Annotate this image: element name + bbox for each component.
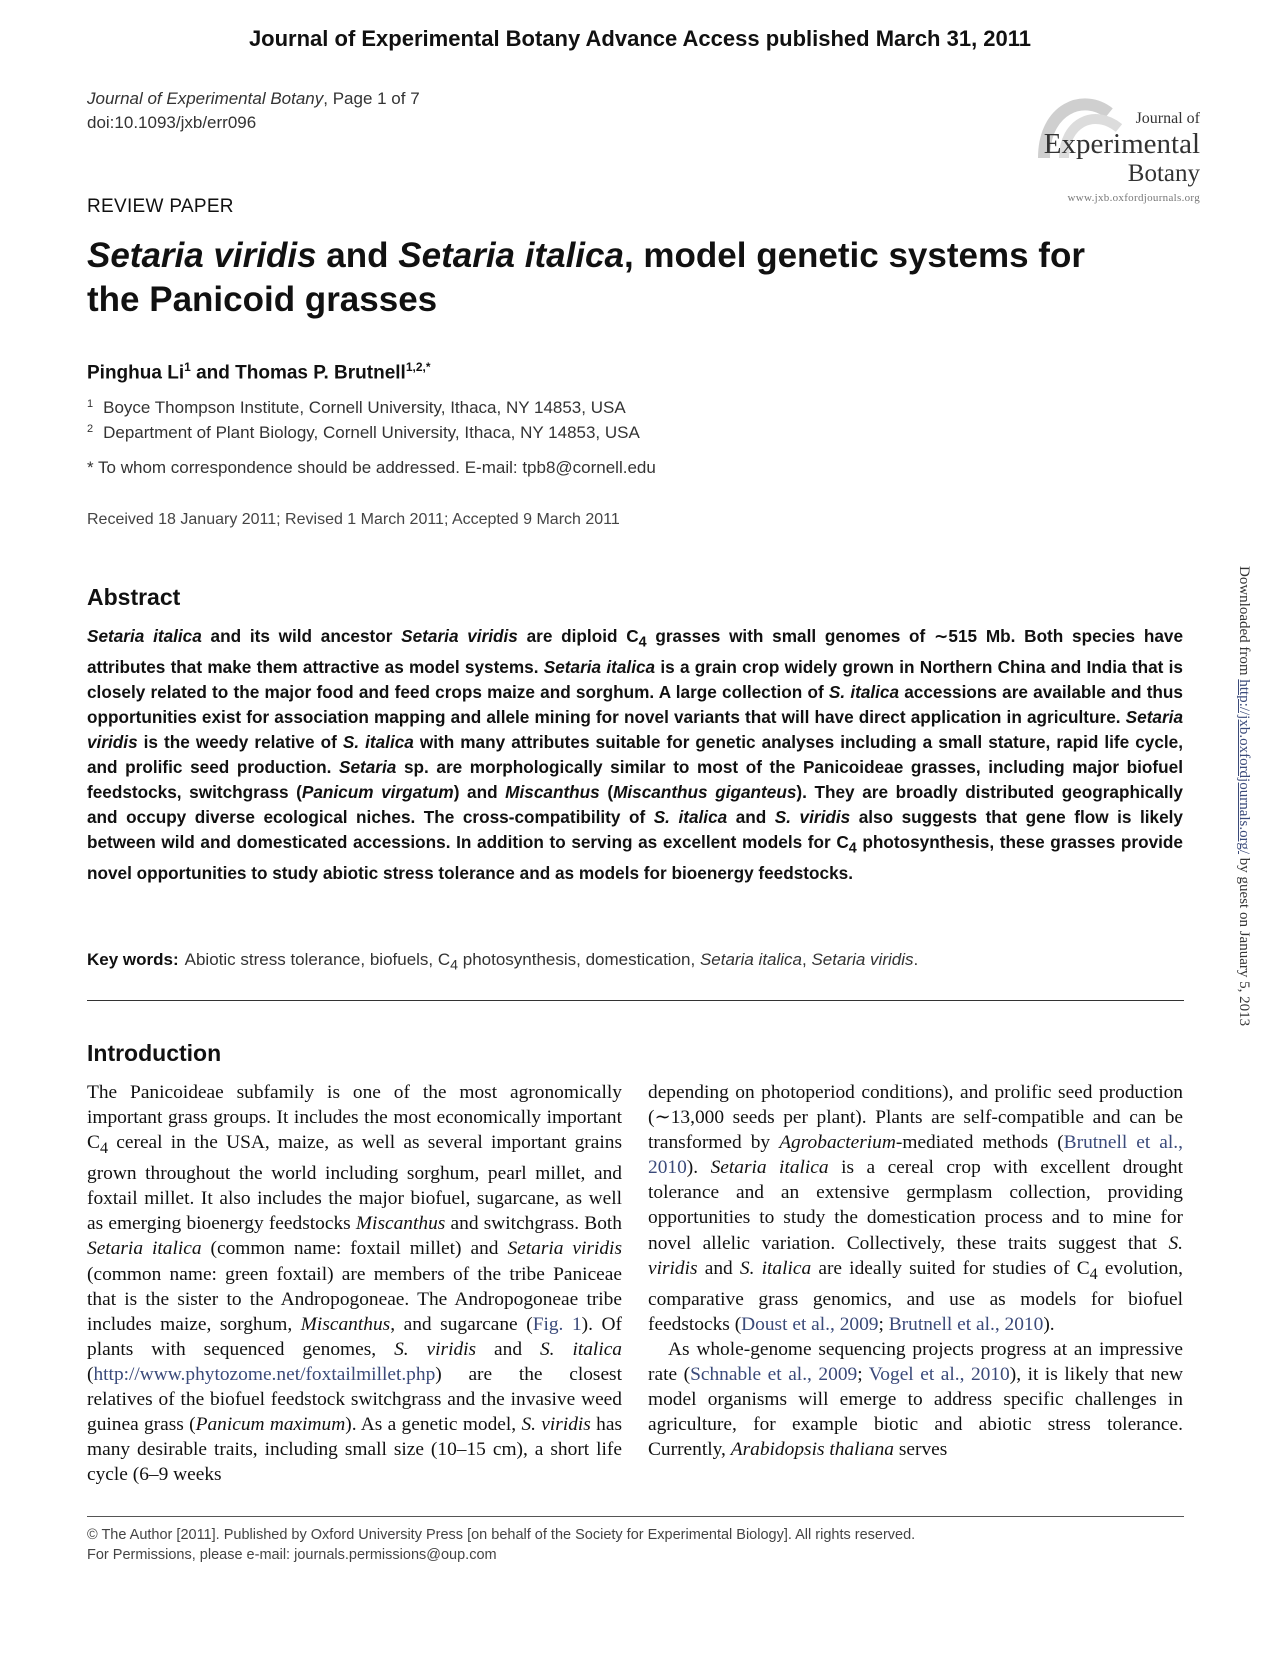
sidebar-link[interactable]: http://jxb.oxfordjournals.org/ [1236, 679, 1252, 855]
keywords-label: Key words: [87, 950, 179, 969]
introduction-heading: Introduction [87, 1040, 222, 1066]
body-text: ). [1043, 1313, 1055, 1335]
body-text: ; [857, 1363, 869, 1385]
affiliation-2 [87, 423, 640, 443]
intro-paragraph-2 [648, 1337, 1183, 1462]
logo-url: www.jxb.oxfordjournals.org [1067, 192, 1200, 204]
body-text: has many desirable traits, including small size (10–15 cm), a short life cycle (6–9 weeks [87, 1414, 622, 1486]
body-text: evolution, comparative grass genomics, and use as models for biofuel feedstocks ( [648, 1257, 1183, 1335]
abstract-text: accessions are available and thus opportunities exist for association mapping and allele mining for novel variants that will have direct application in agriculture. [87, 682, 1183, 728]
abstract-subscript: 4 [848, 840, 857, 857]
abstract-text: S. italica [653, 806, 728, 827]
abstract-text: and its wild ancestor [201, 626, 402, 646]
body-text: Setaria viridis [507, 1238, 622, 1260]
keywords [87, 950, 1187, 973]
body-text: S. viridis [394, 1338, 477, 1360]
body-text: -mediated methods ( [895, 1132, 1064, 1154]
body-text: S. viridis [648, 1232, 1183, 1279]
abstract-text: ). They are broadly distributed geographically and occupy diverse ecological niches. The cross-compatibility of [87, 781, 1183, 827]
body-text: S. italica [739, 1257, 812, 1279]
keywords-text: . [913, 950, 919, 969]
abstract-text: is the weedy relative of [137, 732, 343, 753]
abstract-text: Setaria viridis [87, 707, 1183, 753]
body-text: Arabidopsis thaliana [730, 1439, 894, 1461]
title-line-2: the Panicoid grasses [87, 280, 438, 319]
affiliation-1-num: 1 [87, 398, 94, 410]
doi: doi:10.1093/jxb/err096 [87, 113, 257, 132]
abstract-text: also suggests that gene flow is likely between wild and domesticated accessions. In addition to serving as excellent models for C [87, 806, 1183, 852]
body-text: (common name: green foxtail) are members of the tribe Paniceae that is the sister to the Andropogoneae. The Andropogoneae tribe includes maize, sorghum, [87, 1263, 622, 1335]
abstract-text: with many attributes suitable for genetic analyses including a small stature, rapid life cycle, and prolific seed production. [87, 732, 1184, 777]
abstract-text: S. viridis [774, 806, 851, 827]
correspondence-note: * To whom correspondence should be addressed. E-mail: tpb8@cornell.edu [87, 458, 656, 477]
author-1-affil: 1 [184, 360, 191, 374]
title-and: and [316, 236, 399, 275]
citation-link[interactable]: Brutnell et al., 2010 [648, 1132, 1184, 1179]
authors-and: and [190, 362, 236, 384]
abstract-heading: Abstract [87, 584, 181, 610]
title-species-2: Setaria italica [398, 236, 624, 275]
intro-column-right [648, 1080, 1183, 1462]
logo-line-1: Journal of [1135, 110, 1200, 127]
affiliation-1-text: Boyce Thompson Institute, Cornell University, Ithaca, NY 14853, USA [103, 398, 626, 417]
page-info: , Page 1 of 7 [323, 89, 420, 108]
body-text: Miscanthus [355, 1213, 446, 1235]
abstract-text: Setaria italica [87, 626, 202, 646]
copyright-footer [87, 1525, 915, 1565]
body-text: ). Of plants with sequenced genomes, [87, 1313, 622, 1360]
affiliation-1 [87, 398, 626, 418]
body-text: and [476, 1338, 540, 1360]
title-rest: , model genetic systems for [623, 236, 1085, 275]
body-text: are ideally suited for studies of C [811, 1257, 1090, 1279]
journal-logo [1010, 88, 1200, 208]
journal-citation [87, 87, 420, 135]
keywords-text: , [802, 950, 812, 969]
abstract-text: grasses with small genomes of ∼515 Mb. Both species have attributes that make them attractive as model systems. [87, 626, 1184, 678]
keywords-subscript: 4 [450, 957, 459, 974]
body-subscript: 4 [99, 1140, 109, 1158]
body-text: ; [878, 1313, 889, 1335]
citation-link[interactable]: Schnable et al., 2009 [690, 1363, 858, 1385]
body-text: and [697, 1257, 740, 1279]
intro-paragraph-1 [87, 1080, 622, 1487]
abstract-text: Panicum virgatum [301, 781, 454, 802]
keywords-text: Abiotic stress tolerance, biofuels, C [184, 950, 451, 969]
abstract-text: Miscanthus [505, 781, 600, 802]
body-text: is a cereal crop with excellent drought tolerance and an extensive germplasm collection, providing opportunities to study the domestication process and to mine for novel allelic variation. Collectively, these traits suggest that [648, 1157, 1183, 1254]
citation-link[interactable]: Brutnell et al., 2010 [888, 1313, 1044, 1335]
keywords-text: Setaria viridis [811, 950, 914, 969]
abstract-text: is a grain crop widely grown in Northern China and India that is closely related to the major food and feed crops maize and sorghum. A large collection of [87, 657, 1183, 703]
body-text: S. italica [539, 1338, 623, 1360]
abstract-text: sp. are morphologically similar to most of the Panicoideae grasses, including major biofuel feedstocks, switchgrass ( [87, 756, 1183, 802]
abstract-text: ) and [453, 781, 506, 802]
sidebar-suffix: by guest on January 5, 2013 [1236, 854, 1252, 1027]
abstract-text: and [727, 806, 775, 827]
intro-paragraph-1-cont [648, 1080, 1183, 1337]
body-text: cereal in the USA, maize, as well as several important grains grown throughout the world including sorghum, pearl millet, and foxtail millet. It also includes the major biofuel, sugarcane, as well as emerging bioenergy feedstocks [87, 1132, 622, 1235]
body-text: Agrobacterium [779, 1132, 896, 1154]
abstract-text: Setaria italica [543, 657, 656, 678]
affiliation-2-num: 2 [87, 423, 94, 435]
body-text: Panicum maximum [195, 1414, 346, 1436]
body-text: ). As a genetic model, [345, 1414, 522, 1436]
abstract-text: Setaria viridis [401, 626, 518, 646]
intro-column-left [87, 1080, 622, 1487]
body-text: ). [686, 1157, 711, 1179]
citation-link[interactable]: Doust et al., 2009 [741, 1313, 879, 1335]
advance-access-banner: Journal of Experimental Botany Advance Access published March 31, 2011 [248, 26, 1032, 51]
section-divider [87, 1000, 1184, 1001]
author-2: Thomas P. Brutnell [235, 362, 406, 384]
journal-name: Journal of Experimental Botany [87, 89, 324, 108]
abstract-text: ( [599, 781, 614, 802]
abstract-text: S. italica [342, 732, 414, 753]
submission-dates: Received 18 January 2011; Revised 1 March 2011; Accepted 9 March 2011 [87, 511, 620, 528]
affiliation-2-text: Department of Plant Biology, Cornell University, Ithaca, NY 14853, USA [103, 423, 640, 442]
paper-type-label: REVIEW PAPER [87, 196, 234, 217]
body-text: S. viridis [521, 1414, 591, 1436]
title-species-1: Setaria viridis [87, 236, 317, 275]
abstract-body [87, 624, 1183, 886]
keywords-text: Setaria italica [699, 950, 803, 969]
paper-title [87, 234, 1197, 322]
logo-line-2: Experimental [1043, 128, 1200, 160]
citation-link[interactable]: Vogel et al., 2010 [868, 1363, 1010, 1385]
body-text: ) are the closest relatives of the biofuel feedstock switchgrass and the invasive weed guinea grass ( [87, 1363, 622, 1436]
body-text: , and sugarcane ( [390, 1313, 533, 1335]
author-1: Pinghua Li [87, 362, 185, 384]
body-subscript: 4 [1089, 1265, 1098, 1283]
body-text: ( [87, 1363, 94, 1385]
keywords-text: photosynthesis, domestication, [458, 950, 700, 969]
body-text: Setaria italica [710, 1157, 829, 1179]
body-text: Miscanthus [300, 1313, 391, 1335]
body-text: Setaria italica [87, 1238, 202, 1260]
abstract-text: Miscanthus giganteus [613, 781, 797, 802]
body-text: depending on photoperiod conditions), and prolific seed production (∼13,000 seeds per plant). Plants are self-compatible and can be transformed by [648, 1082, 1183, 1154]
phytozome-link[interactable]: http://www.phytozome.net/foxtailmillet.php [93, 1363, 436, 1385]
abstract-text: Setaria [339, 756, 397, 777]
author-list [87, 360, 431, 384]
body-text: ), it is likely that new model organisms will emerge to address specific challenges in agriculture, for example biotic and abiotic stress tolerance. Currently, [648, 1363, 1183, 1461]
abstract-subscript: 4 [638, 634, 647, 651]
copyright-line: © The Author [2011]. Published by Oxford University Press [on behalf of the Society for Experimental Biology]. All rights reserved. [87, 1527, 916, 1543]
abstract-text: S. italica [828, 682, 900, 703]
figure-1-link[interactable]: Fig. 1 [532, 1313, 582, 1335]
body-text: and switchgrass. Both [445, 1213, 622, 1235]
body-text: (common name: foxtail millet) and [201, 1238, 508, 1260]
body-text: As whole-genome sequencing projects progress at an impressive rate ( [648, 1338, 1183, 1385]
body-text: The Panicoideae subfamily is one of the most agronomically important grass groups. It includes the most economically important C [87, 1082, 622, 1154]
author-2-affil: 1,2,* [405, 360, 431, 374]
body-text: serves [894, 1439, 948, 1461]
permissions-line: For Permissions, please e-mail: journals.permissions@oup.com [87, 1547, 497, 1563]
download-sidebar [1232, 566, 1252, 1086]
abstract-text: are diploid C [517, 626, 639, 646]
abstract-text: photosynthesis, these grasses provide novel opportunities to study abiotic stress tolerance and as models for bioenergy feedstocks. [87, 831, 1183, 884]
footer-divider [87, 1516, 1184, 1517]
logo-line-3: Botany [1127, 160, 1200, 187]
sidebar-prefix: Downloaded from [1236, 566, 1252, 680]
